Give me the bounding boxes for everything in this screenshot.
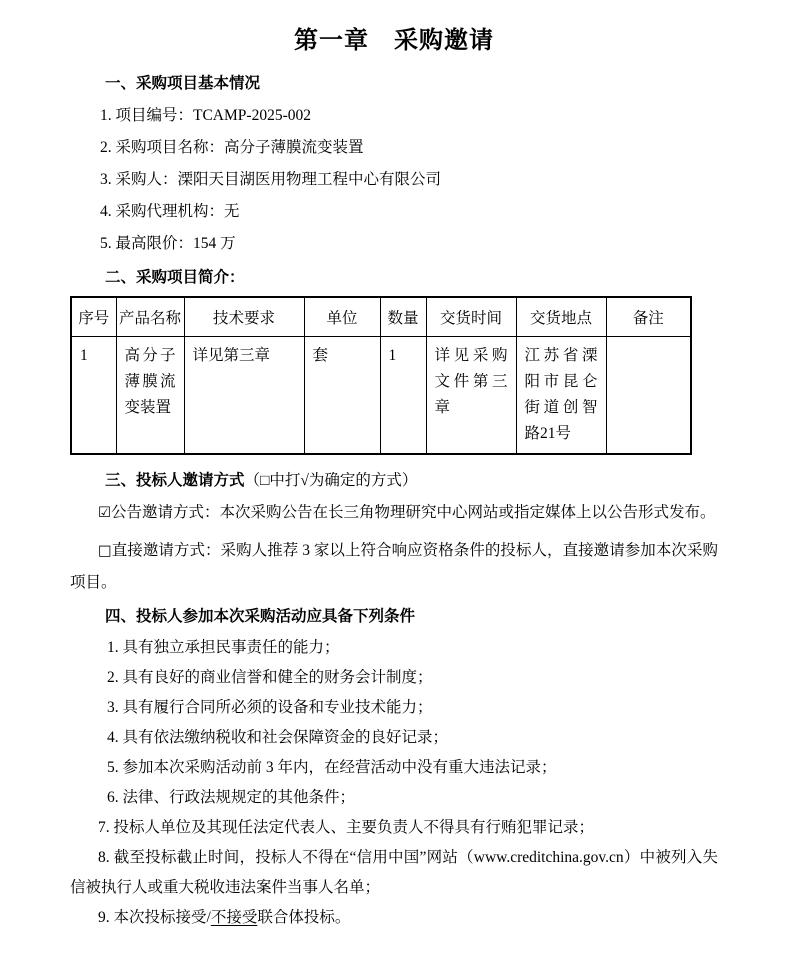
condition-item: 2. 具有良好的商业信誉和健全的财务会计制度； [107,669,433,686]
table-header-cell: 备注 [606,297,691,337]
unchecked-checkbox-icon: □ [98,543,112,559]
table-header-cell: 交货时间 [426,297,516,337]
table-header-cell: 单位 [304,297,380,337]
list-item-purchaser: 3. 采购人：溧阳天目湖医用物理工程中心有限公司 [100,171,442,188]
list-item-max-price: 5. 最高限价：154 万 [100,235,236,252]
table-header-cell: 产品名称 [116,297,184,337]
table-cell-delivery-place: 江苏省溧阳市昆仑街道创智路21号 [516,337,606,455]
table-cell-tech: 详见第三章 [184,337,304,455]
invitation-option-direct [70,535,718,599]
table-cell-delivery-time: 详见采购文件第三章 [426,337,516,455]
section3-heading-note: （□中打√为确定的方式） [244,472,418,489]
table-row [71,337,691,455]
condition-item: 6. 法律、行政法规规定的其他条件； [107,789,356,806]
condition-9-underlined: 不接受 [210,909,258,926]
table-cell-unit: 套 [304,337,380,455]
condition-item-consortium [70,903,718,933]
section4-heading: 四、投标人参加本次采购活动应具备下列条件 [105,608,416,625]
table-header-row [71,297,691,337]
list-item-project-number: 1. 项目编号：TCAMP-2025-002 [100,107,311,124]
condition-9-suffix: 联合体投标。 [257,909,351,926]
section1-heading: 一、采购项目基本情况 [105,75,261,92]
condition-item: 5. 参加本次采购活动前 3 年内，在经营活动中没有重大违法记录； [107,759,557,776]
condition-item: 4. 具有依法缴纳税收和社会保障资金的良好记录； [107,729,449,746]
list-item-project-name: 2. 采购项目名称：高分子薄膜流变装置 [100,139,364,156]
table-header-cell: 数量 [380,297,426,337]
list-item-agency: 4. 采购代理机构：无 [100,203,240,220]
invitation-option-public [70,497,718,529]
table-cell-seq: 1 [71,337,116,455]
checked-checkbox-icon: ☑ [98,505,111,521]
table-cell-remark [606,337,691,455]
invitation-option-direct-text: 直接邀请方式：采购人推荐 3 家以上符合响应资格条件的投标人，直接邀请参加本次采购项目。 [70,542,718,591]
table-cell-qty: 1 [380,337,426,455]
section3-heading-main: 三、投标人邀请方式 [105,472,245,489]
condition-item: 7. 投标人单位及其现任法定代表人、主要负责人不得具有行贿犯罪记录； [98,819,595,836]
condition-9-prefix: 9. 本次投标接受/ [98,909,211,926]
condition-item: 1. 具有独立承担民事责任的能力； [107,639,340,656]
table-header-cell: 序号 [71,297,116,337]
table-header-cell: 交货地点 [516,297,606,337]
table-cell-product: 高分子薄膜流变装置 [116,337,184,455]
condition-item: 8. 截至投标截止时间，投标人不得在“信用中国”网站（www.creditchina.gov.cn）中被列入失信被执行人或重大税收违法案件当事人名单； [70,849,718,896]
section3-heading [70,465,718,497]
condition-item: 3. 具有履行合同所必须的设备和专业技术能力； [107,699,433,716]
table-header-cell: 技术要求 [184,297,304,337]
project-table [70,296,692,455]
invitation-option-public-text: 公告邀请方式：本次采购公告在长三角物理研究中心网站或指定媒体上以公告形式发布。 [111,504,716,521]
page-title: 第一章 采购邀请 [294,28,494,54]
section2-heading: 二、采购项目简介： [105,269,245,286]
